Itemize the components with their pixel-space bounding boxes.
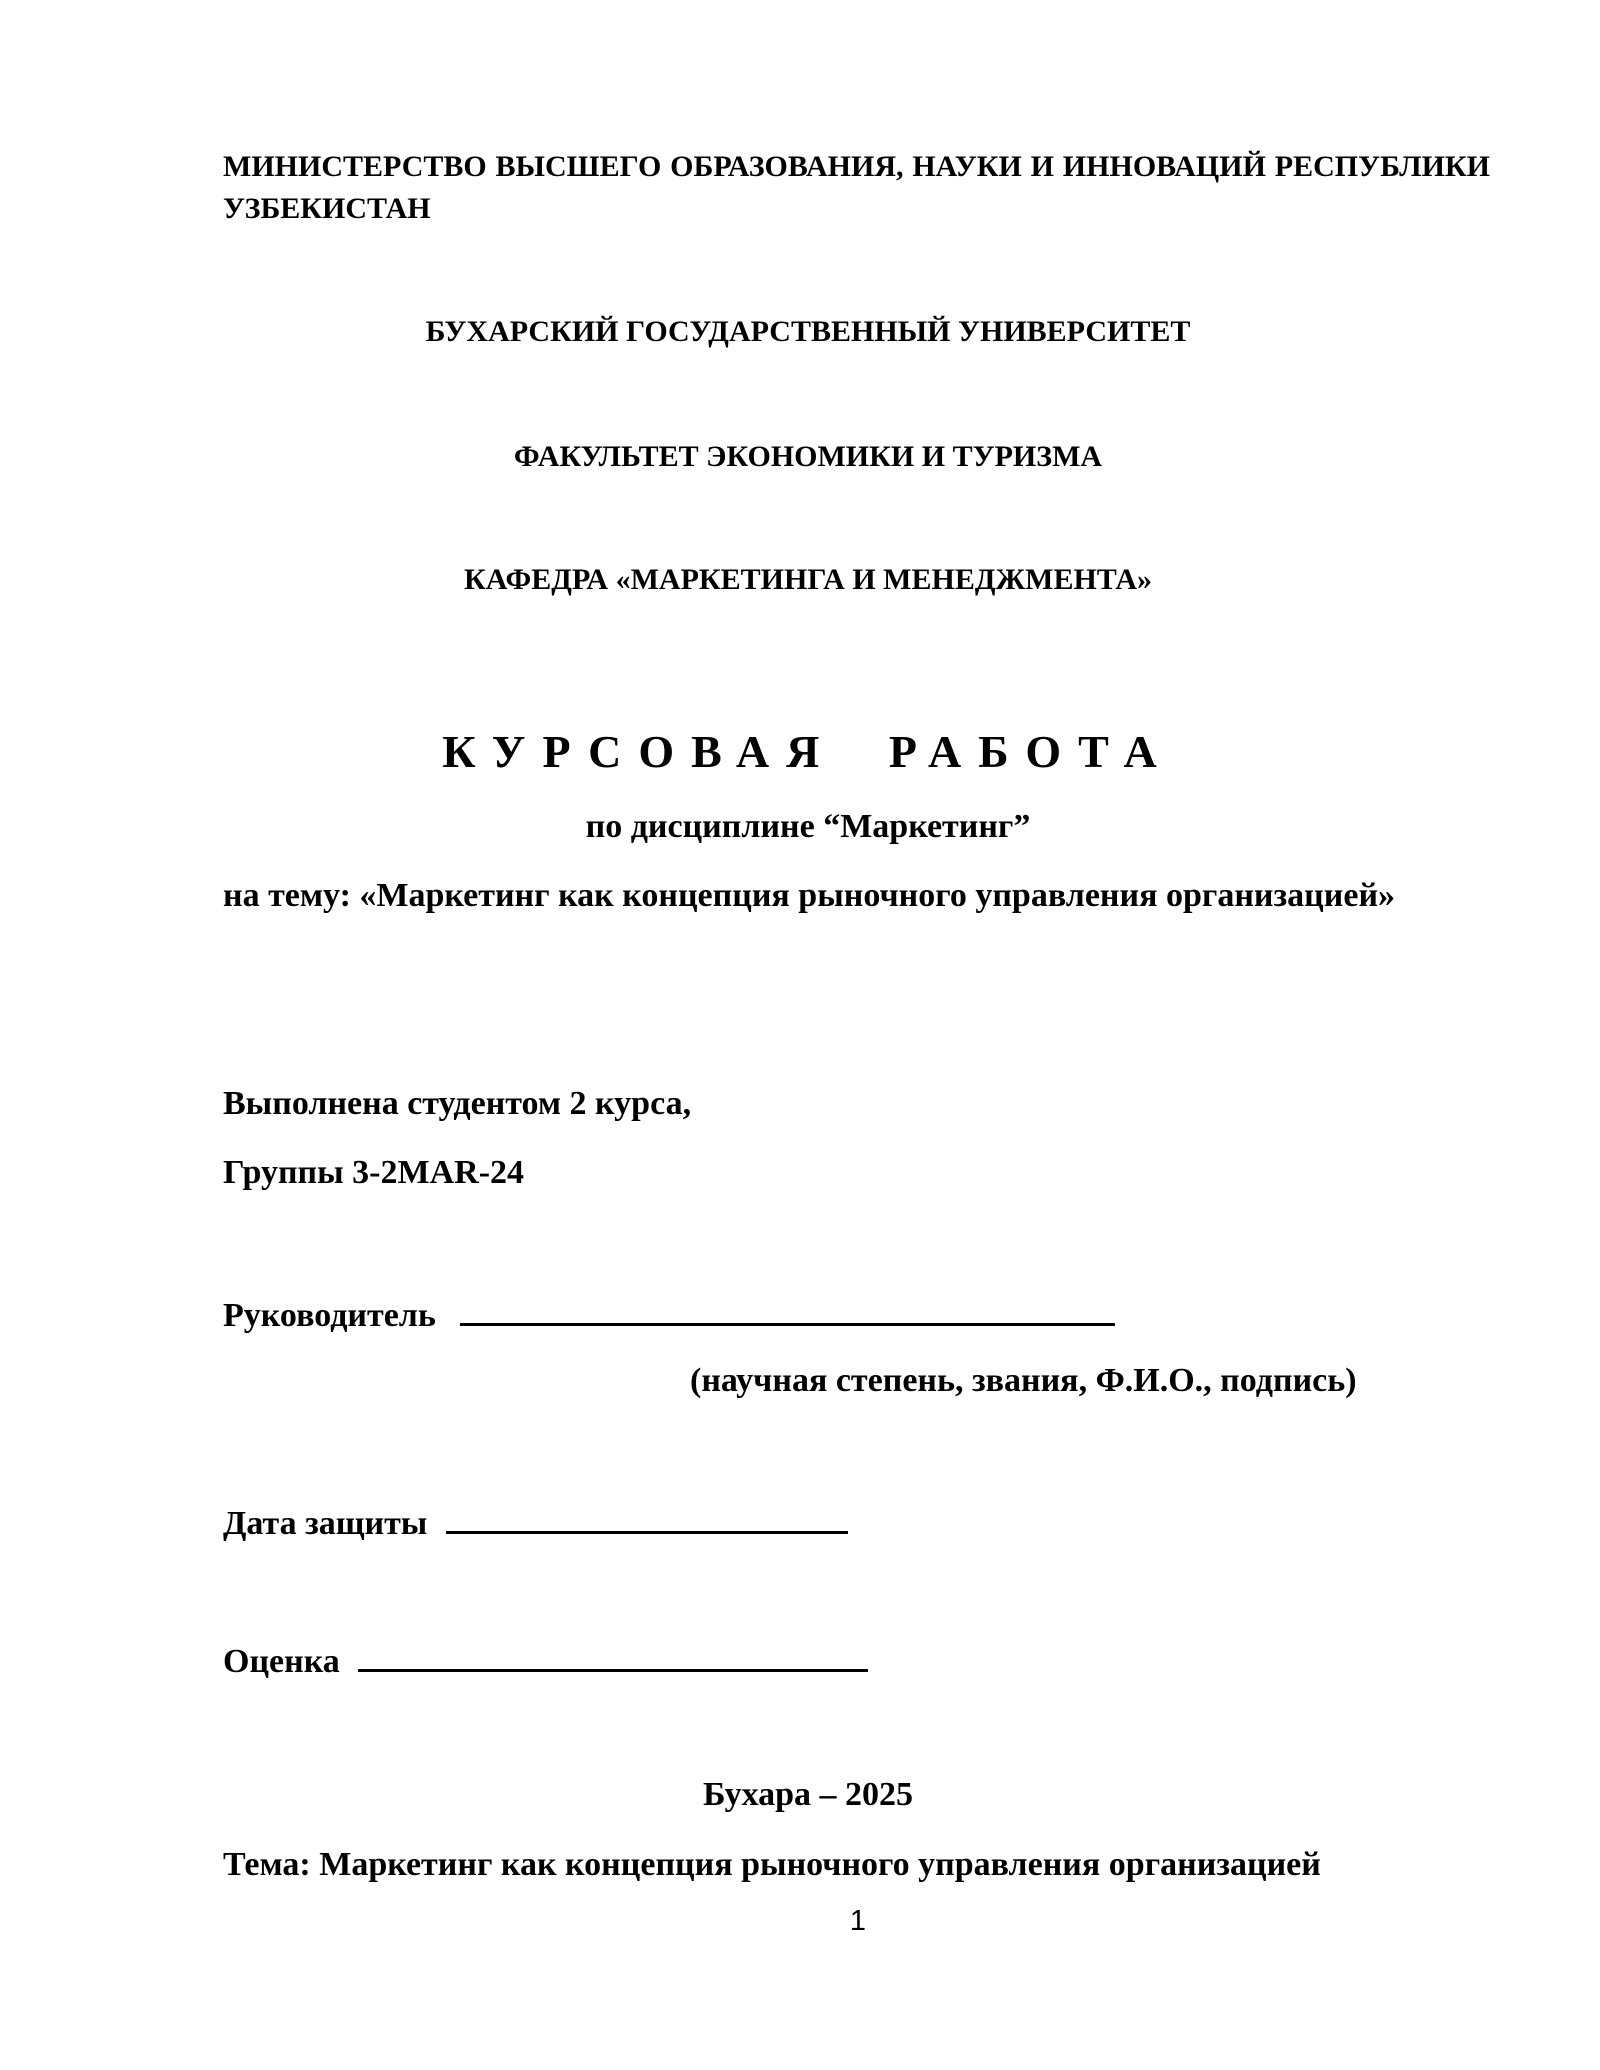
- discipline-line: по дисциплине “Маркетинг”: [585, 808, 1031, 845]
- completed-by-line: Выполнена студентом 2 курса,: [223, 1085, 692, 1122]
- page-number: 1: [849, 1905, 867, 1937]
- faculty-heading: ФАКУЛЬТЕТ ЭКОНОМИКИ И ТУРИЗМА: [513, 440, 1103, 473]
- supervisor-hint: (научная степень, звания, Ф.И.О., подпись): [690, 1362, 1357, 1399]
- topic-line: на тему: «Маркетинг как концепция рыночного управления организацией»: [223, 877, 1396, 914]
- department-heading: КАФЕДРА «МАРКЕТИНГА И МЕНЕДЖМЕНТА»: [464, 563, 1152, 596]
- grade-label: Оценка: [223, 1643, 340, 1680]
- ministry-heading: МИНИСТЕРСТВО ВЫСШЕГО ОБРАЗОВАНИЯ, НАУКИ И ИННОВАЦИЙ РЕСПУБЛИКИ УЗБЕКИСТАН: [223, 150, 1490, 225]
- work-title: КУРСОВАЯ РАБОТА: [442, 726, 1174, 777]
- supervisor-signature-blank: [460, 1293, 1115, 1326]
- theme-line: Тема: Маркетинг как концепция рыночного управления организацией: [223, 1846, 1321, 1883]
- defense-date-label: Дата защиты: [223, 1505, 428, 1542]
- university-heading: БУХАРСКИЙ ГОСУДАРСТВЕННЫЙ УНИВЕРСИТЕТ: [425, 315, 1191, 348]
- group-line: Группы 3-2MAR-24: [223, 1154, 525, 1191]
- city-year: Бухара – 2025: [702, 1776, 914, 1813]
- supervisor-label: Руководитель: [223, 1297, 436, 1334]
- defense-date-blank: [446, 1501, 848, 1534]
- defense-date-row: [223, 1501, 848, 1543]
- grade-row: [223, 1639, 868, 1681]
- supervisor-row: [223, 1293, 1115, 1335]
- grade-blank: [358, 1639, 868, 1672]
